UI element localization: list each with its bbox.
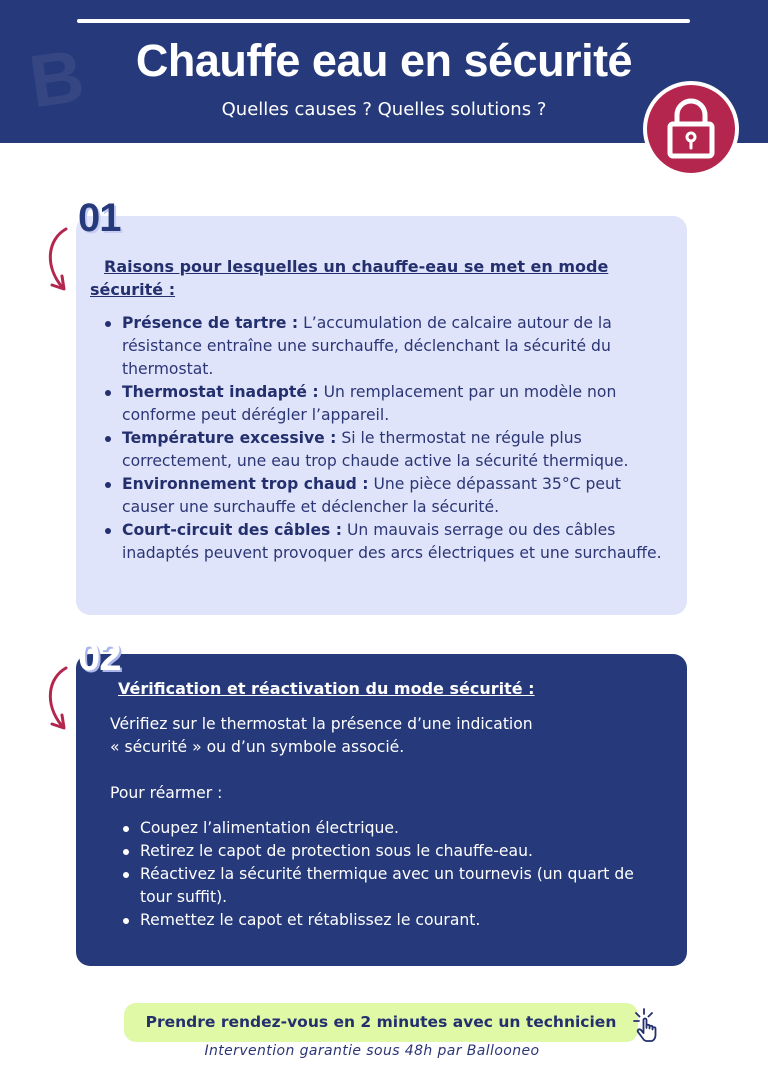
guarantee-footnote: Intervention garantie sous 48h par Ballooneo [204, 1043, 540, 1059]
rearm-steps-list [117, 817, 657, 932]
section-number-01: 01 [78, 196, 121, 240]
causes-list [99, 312, 674, 565]
lock-badge [643, 81, 739, 177]
cause-item [99, 427, 674, 473]
rearm-step: Réactivez la sécurité thermique avec un tournevis (un quart de tour suffit). [117, 863, 657, 909]
cause-term: Présence de tartre : [122, 314, 299, 332]
cause-text: Un mauvais serrage ou des câbles inadaptés peuvent provoquer des arcs électriques et une surchauffe. [122, 521, 662, 562]
cause-item [99, 473, 674, 519]
causes-heading: Raisons pour lesquelles un chauffe-eau se met en mode sécurité : [90, 257, 609, 299]
cause-text: L’accumulation de calcaire autour de la résistance entraîne une surchauffe, déclenchant la sécurité du thermostat. [122, 314, 612, 378]
cause-text: Un remplacement par un modèle non conforme peut dérégler l’appareil. [122, 383, 617, 424]
causes-card [76, 216, 687, 615]
rearm-step: Remettez le capot et rétablissez le courant. [117, 909, 657, 932]
cause-item [99, 381, 674, 427]
check-instruction-line2: « sécurité » ou d’un symbole associé. [110, 738, 405, 756]
watermark-logo: B [24, 33, 89, 124]
rearm-step: Retirez le capot de protection sous le chauffe-eau. [117, 840, 657, 863]
pointer-click-icon[interactable] [632, 1007, 670, 1045]
rearm-step: Coupez l’alimentation électrique. [117, 817, 657, 840]
page-subtitle: Quelles causes ? Quelles solutions ? [221, 99, 547, 120]
curved-arrow-icon [40, 225, 80, 295]
rearm-label: Pour réarmer : [110, 784, 223, 802]
reset-heading: Vérification et réactivation du mode sécurité : [118, 679, 535, 698]
cause-item [99, 312, 674, 381]
cause-item [99, 519, 674, 565]
cause-term: Environnement trop chaud : [122, 475, 369, 493]
cause-text: Si le thermostat ne régule plus correctement, une eau trop chaude active la sécurité thermique. [122, 429, 629, 470]
section-number-02: 02 [78, 635, 121, 679]
cause-term: Température excessive : [122, 429, 337, 447]
cause-term: Court-circuit des câbles : [122, 521, 342, 539]
curved-arrow-icon [40, 664, 80, 734]
header-rule [77, 19, 690, 23]
check-instruction-line1: Vérifiez sur le thermostat la présence d’une indication [110, 715, 533, 733]
cause-term: Thermostat inadapté : [122, 383, 319, 401]
book-technician-button[interactable]: Prendre rendez-vous en 2 minutes avec un technicien [124, 1003, 638, 1042]
cause-text: Une pièce dépassant 35°C peut causer une surchauffe et déclencher la sécurité. [122, 475, 621, 516]
reset-card [76, 654, 687, 966]
page-title: Chauffe eau en sécurité [135, 35, 633, 86]
padlock-icon [647, 85, 735, 173]
